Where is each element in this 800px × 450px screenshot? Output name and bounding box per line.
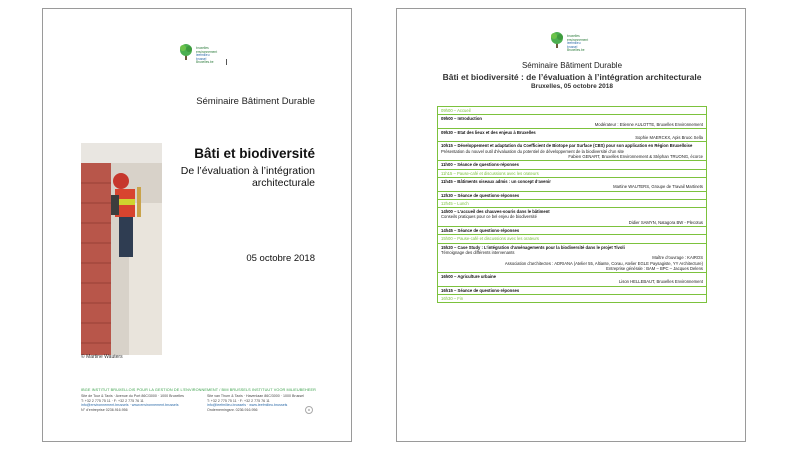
footer-heading: IBGE INSTITUT BRUXELLOIS POUR LA GESTION DE L'ENVIRONNEMENT / BIM BRUSSELS INSTITUUT VOOR MILIEUBEHEER — [81, 388, 316, 392]
agenda-item-title: 14h00 – L’accueil des chauves-souris dans le bâtiment — [441, 209, 550, 215]
agenda-row — [438, 192, 706, 200]
agenda-table — [437, 106, 707, 303]
agenda-row — [438, 200, 706, 208]
agenda-item-title: 16h00 – Agriculture urbaine — [441, 274, 496, 280]
recycled-paper-seal-icon: ♻ — [305, 406, 313, 414]
photo-credit: © Martine Wauters — [81, 354, 123, 360]
footer-address-fr: Site de Tour & Taxis · Avenue du Port 86C/3000 · 1000 Bruxelles T: +32 2 775 75 11 · F: +32 2 775 76 11 info@environnement.brussels · www.environnement.brussels N° d'entreprise 0236.916.956 — [81, 394, 184, 412]
agenda-row — [438, 142, 706, 161]
brussels-environment-logo — [549, 31, 588, 53]
brussels-environment-logo — [178, 43, 217, 65]
agenda-row — [438, 295, 706, 302]
text-cursor — [226, 59, 227, 65]
agenda-item-speaker: Association d’architectes : ADRIANA (Atelier 55, Altiante, Corau, Atelier EGLE Paysagiste, YY Architecture) — [504, 260, 703, 266]
document-page-cover — [42, 8, 352, 442]
agenda-row — [438, 244, 706, 273]
tree-icon — [178, 43, 194, 61]
cover-photo — [81, 143, 162, 355]
agenda-item-speaker: Entreprise générale : BAM – BPC – Jacques Delens — [606, 265, 703, 271]
agenda-row — [438, 287, 706, 295]
seminar-label: Séminaire Bâtiment Durable — [521, 61, 623, 70]
agenda-item-title: 14h45 – Séance de questions-réponses — [441, 228, 520, 234]
logo-text: bruxelles environnement leefmilieu brussel Bruxelles.be — [567, 34, 589, 53]
agenda-item-title: 15h20 – Case Study : L’intégration d’aménagements pour la biodiversité dans le projet Tivoli — [441, 244, 625, 250]
agenda-title: Bâti et biodiversité : de l’évaluation à l’intégration architecturale — [442, 72, 702, 82]
agenda-row — [438, 178, 706, 192]
cover-title: Bâti et biodiversité — [194, 146, 315, 161]
agenda-row — [438, 107, 706, 115]
agenda-row — [438, 129, 706, 143]
logo-text: bruxelles environnement leefmilieu brussel Bruxelles.be — [196, 46, 218, 65]
agenda-row — [438, 115, 706, 129]
agenda-date: Bruxelles, 05 octobre 2018 — [530, 83, 613, 90]
document-page-agenda — [396, 8, 746, 442]
agenda-item-title: 09h00 – Accueil — [441, 108, 471, 113]
agenda-item-description: Présentation du nouvel outil d’évaluation du potentiel de développement de la biodiversité d’un site — [441, 148, 624, 154]
cover-date: 05 octobre 2018 — [246, 253, 315, 264]
agenda-item-title: 09h00 – Introduction — [441, 116, 482, 122]
agenda-item-title: 12h30 – Séance de questions-réponses — [441, 192, 520, 198]
agenda-row — [438, 208, 706, 227]
agenda-item-speaker: Fabien GENART, Bruxelles Environnement & Stéphan TRUONG, écorce — [568, 154, 703, 160]
agenda-row — [438, 161, 706, 169]
agenda-row — [438, 235, 706, 243]
agenda-item-speaker: Modérateur : Etienne AULOTTE, Bruxelles Environnement — [594, 121, 703, 127]
agenda-item-title: 11h00 – Séance de questions-réponses — [441, 162, 519, 168]
agenda-item-speaker: Maître d’ouvrage : KAIROS — [652, 255, 703, 261]
agenda-item-title: 09h30 – Etat des lieux et des enjeux à Bruxelles — [441, 129, 536, 135]
agenda-row — [438, 273, 706, 287]
agenda-item-title: 15h00 – Pause-café et discussions avec les orateurs — [441, 236, 539, 242]
cover-subtitle: De l’évaluation à l’intégration architecturale — [180, 165, 315, 189]
agenda-item-title: 10h15 – Développement et adaptation du Coefficient de Biotope par Surface (CBS) pour son application en Région Bruxelloise — [441, 143, 693, 149]
agenda-item-title: 11h45 – Bâtiments oiseaux admis : un concept d’avenir — [441, 178, 551, 184]
agenda-item-speaker: Martine WAUTERS, Groupe de Travail Martinets — [613, 184, 703, 190]
agenda-item-speaker: Lison HELLEBAUT, Bruxelles Environnement — [618, 279, 703, 285]
tree-icon — [549, 31, 565, 49]
agenda-item-title: 12h45 – Lunch — [441, 200, 469, 206]
agenda-row — [438, 227, 706, 235]
agenda-item-speaker: Didier SAMYN, Natagora BW - Plecotus — [628, 219, 703, 225]
agenda-item-title: 11h15 – Pause-café et discussions avec les orateurs — [441, 170, 539, 176]
seminar-label: Séminaire Bâtiment Durable — [196, 96, 315, 107]
agenda-item-title: 16h15 – Séance de questions-réponses — [441, 287, 520, 293]
agenda-item-title: 16h30 – Fin — [441, 296, 464, 302]
agenda-item-speaker: Sophie MAERCKX, Apis Bruoc Sella — [635, 135, 703, 141]
agenda-item-description: Témoignage des différents intervenants — [441, 249, 515, 255]
agenda-item-description: Conseils pratiques pour ce bel enjeu de biodiversité — [441, 214, 537, 220]
footer-address-nl: Site van Thurn & Taxis · Havenlaan 86C/3000 · 1000 Brussel T: +32 2 775 75 11 · F: +32 2 775 76 11 info@leefmilieu.brussels · www.leefmilieu.brussels Ondernemingsnr. 0236.916.956 — [207, 394, 304, 412]
agenda-row — [438, 170, 706, 178]
